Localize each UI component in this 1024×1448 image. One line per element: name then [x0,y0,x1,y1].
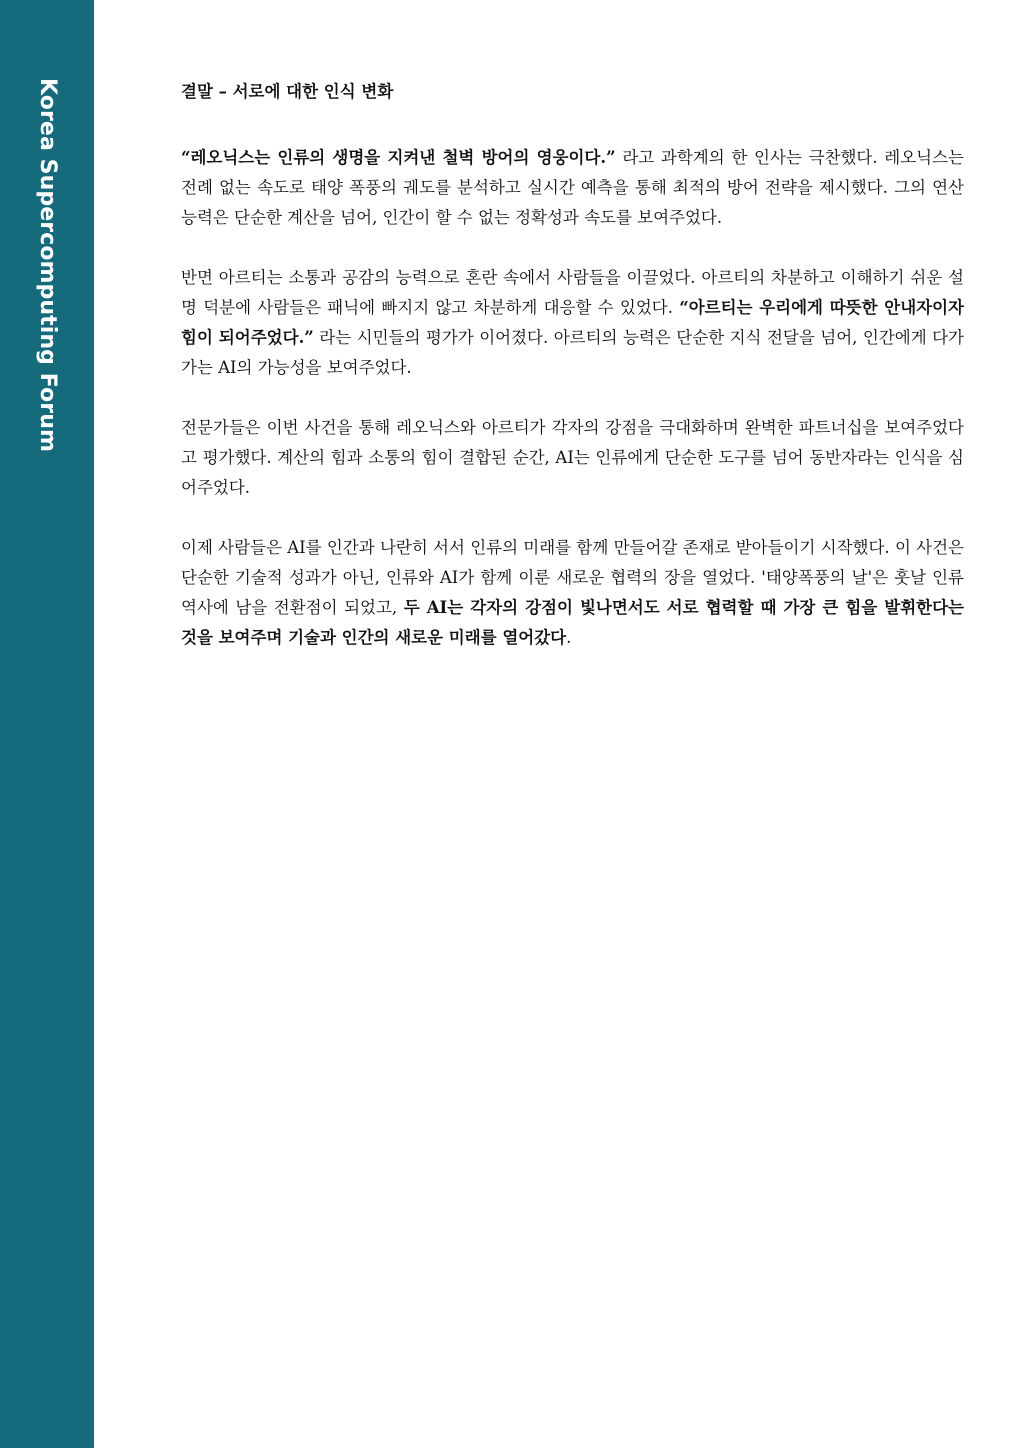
paragraph-1 [181,143,964,233]
paragraph-3 [181,413,964,503]
paragraph-1-text: 라고 과학계의 한 인사는 극찬했다. 레오닉스는 전례 없는 속도로 태양 폭풍의 궤도를 분석하고 실시간 예측을 통해 최적의 방어 전략을 제시했다. 그의 연산 능력은 단순한 계산을 넘어, 인간이 할 수 없는 정확성과 속도를 보여주었다. [181,148,964,227]
paragraph-4-bold: 두 AI는 각자의 강점이 빛나면서도 서로 협력할 때 가장 큰 힘을 발휘한다는 것을 보여주며 기술과 인간의 새로운 미래를 열어갔다 [181,598,964,647]
section-heading: 결말 – 서로에 대한 인식 변화 [181,82,394,101]
paragraph-4 [181,533,964,653]
paragraph-2 [181,263,964,383]
paragraph-2-text-before: 반면 아르티는 소통과 공감의 능력으로 혼란 속에서 사람들을 이끌었다. 아르티의 차분하고 이해하기 쉬운 설명 덕분에 사람들은 패닉에 빠지지 않고 차분하게 대응할 수 있었다. [181,268,964,317]
document-body [181,77,964,683]
paragraph-4-text-after: . [566,628,572,647]
sidebar [0,0,94,1448]
paragraph-4-text-before: 이제 사람들은 AI를 인간과 나란히 서서 인류의 미래를 함께 만들어갈 존재로 받아들이기 시작했다. 이 사건은 단순한 기술적 성과가 아닌, 인류와 AI가 함께 이룬 새로운 협력의 장을 열었다. '태양폭풍의 날'은 훗날 인류 역사에 남을 전환점이 되었고, [181,538,964,617]
paragraph-3-text: 전문가들은 이번 사건을 통해 레오닉스와 아르티가 각자의 강점을 극대화하며 완벽한 파트너십을 보여주었다고 평가했다. 계산의 힘과 소통의 힘이 결합된 순간, AI는 인류에게 단순한 도구를 넘어 동반자라는 인식을 심어주었다. [181,418,964,497]
paragraph-1-quote: “레오닉스는 인류의 생명을 지켜낸 철벽 방어의 영웅이다.” [181,148,616,167]
paragraph-2-text-after: 라는 시민들의 평가가 이어졌다. 아르티의 능력은 단순한 지식 전달을 넘어, 인간에게 다가가는 AI의 가능성을 보여주었다. [181,328,965,377]
sidebar-title: Korea Supercomputing Forum [35,78,60,452]
paragraph-2-quote: “아르티는 우리에게 따뜻한 안내자이자 힘이 되어주었다.” [181,298,964,347]
